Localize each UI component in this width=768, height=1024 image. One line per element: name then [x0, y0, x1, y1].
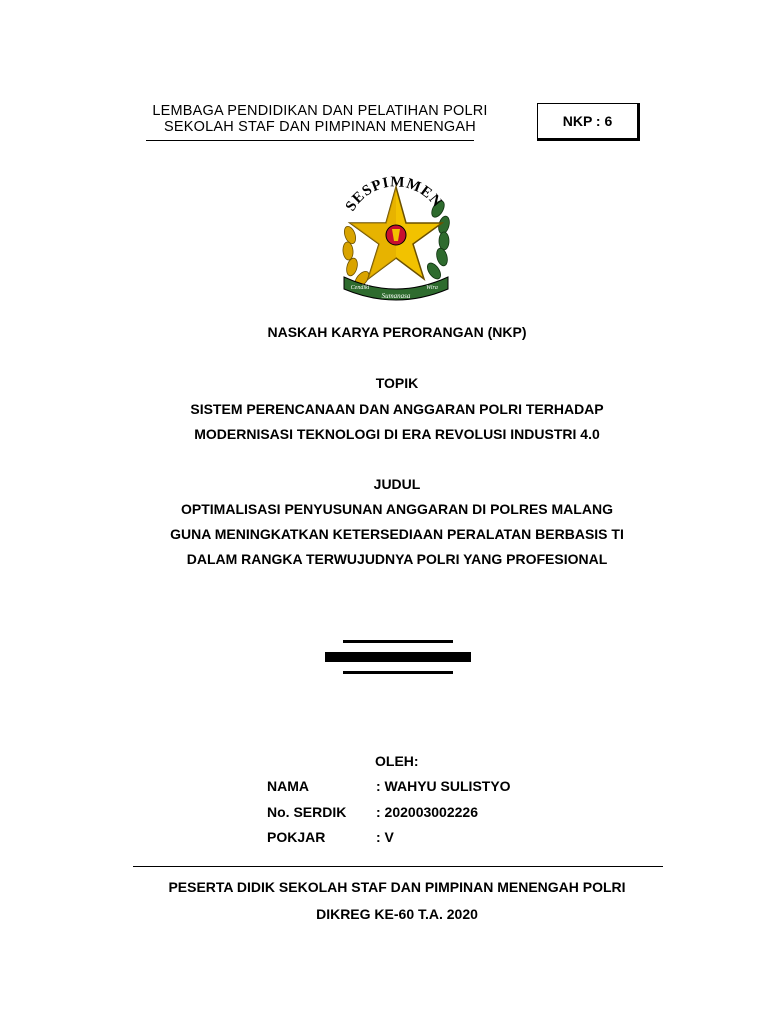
author-row-label: POKJAR [267, 829, 326, 845]
nkp-label: NKP : 6 [562, 113, 613, 129]
footer-line-1: PESERTA DIDIK SEKOLAH STAF DAN PIMPINAN MENENGAH POLRI [168, 879, 626, 895]
title-label: JUDUL [373, 476, 421, 492]
wreath-right-icon [425, 199, 451, 282]
author-row-pokjar [267, 829, 394, 845]
title-line-3: DALAM RANGKA TERWUJUDNYA POLRI YANG PROFESIONAL [186, 551, 608, 567]
topic-line-1: SISTEM PERENCANAAN DAN ANGGARAN POLRI TERHADAP [190, 401, 604, 417]
author-row-value: : WAHYU SULISTYO [376, 778, 511, 794]
document-type: NASKAH KARYA PERORANGAN (NKP) [267, 324, 527, 340]
nkp-number-box [537, 103, 640, 141]
ribbon-right-text: Wira [426, 285, 438, 291]
title-line-2: GUNA MENINGKATKAN KETERSEDIAAN PERALATAN BERBASIS TI [170, 526, 624, 542]
author-row-value: : 202003002226 [376, 804, 478, 820]
sespimmen-logo [330, 165, 460, 305]
author-row-value: : V [376, 829, 394, 845]
ribbon-center-text: Sumanasa [381, 292, 411, 300]
divider-bar-middle [325, 652, 471, 662]
author-row-label: NAMA [267, 778, 309, 794]
by-label: OLEH: [375, 753, 419, 769]
footer-line-2: DIKREG KE-60 T.A. 2020 [316, 906, 478, 922]
logo-arc-text: SESPIMMEN [342, 174, 446, 215]
institution-underline [146, 140, 474, 141]
topic-label: TOPIK [375, 375, 419, 391]
institution-line-1: LEMBAGA PENDIDIKAN DAN PELATIHAN POLRI [152, 103, 488, 119]
divider-bar-bottom [343, 671, 453, 674]
author-row-name [267, 778, 511, 794]
institution-header [140, 103, 500, 135]
topic-line-2: MODERNISASI TEKNOLOGI DI ERA REVOLUSI INDUSTRI 4.0 [194, 426, 600, 442]
ribbon-left-text: Cendiki [350, 285, 370, 291]
title-line-1: OPTIMALISASI PENYUSUNAN ANGGARAN DI POLRES MALANG [181, 501, 613, 517]
footer-rule [133, 866, 663, 867]
author-row-serdik [267, 804, 478, 820]
author-row-label: No. SERDIK [267, 804, 347, 820]
institution-line-2: SEKOLAH STAF DAN PIMPINAN MENENGAH [164, 119, 476, 135]
divider-bar-top [343, 640, 453, 643]
